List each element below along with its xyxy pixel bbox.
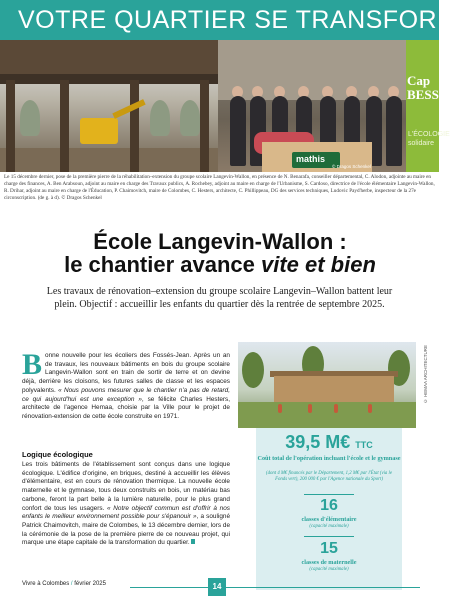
sign-subtitle: L'ÉCOLOGIE solidaire — [408, 131, 450, 147]
photo-credit: © Dragos Schenkel — [332, 164, 371, 169]
section-title: VOTRE QUARTIER SE TRANSFORME — [18, 6, 476, 34]
section-subhead: Logique écologique — [22, 450, 93, 459]
page-number: 14 — [208, 578, 226, 596]
section-banner — [0, 0, 476, 40]
sign-title: Cap BESS — [407, 73, 439, 102]
quote-mayor: « Notre objectif commun est d'offrir à nos enfants le meilleur environnement possible pour s'épanouir » — [22, 504, 230, 521]
elementary-classes-figure: 16 — [320, 497, 338, 514]
divider — [304, 536, 354, 537]
kindergarten-classes-label: classes de maternelle — [301, 559, 357, 566]
article-headline — [20, 230, 420, 276]
elementary-classes-note: (capacité maximale) — [309, 524, 349, 529]
crate-logo-text: mathis — [296, 154, 326, 164]
headline-line-2: le chantier avance vite et bien — [64, 252, 376, 277]
footer-rule-right — [226, 587, 420, 588]
divider — [304, 494, 354, 495]
cost-unit: TTC — [355, 440, 373, 450]
body-paragraph-2: Les trois bâtiments de l'établissement sont conçus dans une logique écologique. L'édifice d'origine, en briques, destiné à accueillir les élèves d'élémentaire, est en cours de rénovation thermique. La nouvelle école maternelle et le gymnase, tous deux construits en bois, un matériau bas carbone, feront la part belle à la lumière naturelle, pour le plus grand confort de tous les usagers. « Notre objectif commun est d'offrir à nos enfants le meilleur environnement possible pour s'épanouir », a souligné Patrick Chaimovitch, maire de Colombes, le 13 décembre dernier, lors de la cérémonie de la pose de la première pierre de ce nouveau projet, qui marque une étape capitale de la transformation du quartier. — [22, 461, 230, 547]
cost-note: (dont 4 M€ financés par le Département, 1,2 M€ par l'État (via le Fonds vert), 200 000 € par l'Agence nationale du Sport) — [266, 471, 392, 482]
construction-site-photo — [0, 40, 218, 172]
cost-label: Coût total de l'opération incluant l'école et le gymnase — [257, 455, 401, 462]
body-paragraph-1: Bonne nouvelle pour les écoliers des Fossés-Jean. Après un an de travaux, les nouveaux bâtiments en bois du groupe scolaire Langevin-Wallon sont en train de sortir de terre et on devine déjà, derrière les cloisons, les futures salles de classe et les espaces polyvalents. « Nous pouvons mesurer que le chantier n'a pas de retard, ce qui aujourd'hui est une exception », se félicite Charles Hesters, architecte de l'agence Hemaa, choisie par la Ville pour le projet de rénovation-extension de cette école construite en 1971. — [22, 348, 230, 420]
end-mark — [191, 539, 195, 544]
elementary-classes-label: classes d'élémentaire — [301, 516, 357, 523]
ceremony-photo — [218, 40, 450, 172]
article-lede: Les travaux de rénovation–extension du groupe scolaire Langevin–Wallon battent leur plein. Objectif : accueillir les enfants du quartier dès la rentrée de septembre 2025. — [46, 286, 393, 310]
kindergarten-classes-note: (capacité maximale) — [309, 567, 349, 572]
headline-emphasis: vite et bien — [260, 252, 376, 277]
cost-figure: 39,5 M€ TTC — [285, 432, 373, 452]
kindergarten-classes-figure: 15 — [320, 540, 338, 557]
photo-caption — [4, 174, 436, 202]
drop-cap: B — [22, 348, 43, 381]
headline-line-1: École Langevin-Wallon : — [93, 229, 347, 254]
caption-text: Le 15 décembre dernier, pose de la première pierre de la réhabilitation–extension du groupe scolaire Langevin-Wallon, en présence de N. Benarafa, conseiller départemental, C. Alodon, adjointe au maire en charge des finances, A. Ben Arabsoun, adjoint au maire en charge des Travaux publics, A. Rochebey, adjoint au maire en charge de l'Urbanisme, S. Cardoso, directrice de l'école élémentaire Langevin-Wallon, R. Drihar, adjoint au maire en charge de l'Éducation, P. Chaimovitch, maire de Colombes, C. Hesters, architecte, C. Phillippeau, DG des services techniques, Ludovic Payd'herbe, inspecteur de la 27e circonscription. (de g. à d). — [4, 174, 435, 201]
footer-publication: Vivre à Colombes / février 2025 — [22, 581, 106, 587]
key-figures-box — [256, 428, 402, 590]
caption-credit: © Dragos Schenkel — [61, 195, 102, 201]
quote-architect: « Nous pouvons mesurer que le chantier n'a pas de retard, ce qui aujourd'hui est une exception » — [22, 386, 230, 403]
school-rendering-photo — [238, 342, 416, 428]
rendering-credit: © HEMAA ARCHITECTURE — [423, 345, 428, 404]
footer-rule-left — [130, 587, 208, 588]
